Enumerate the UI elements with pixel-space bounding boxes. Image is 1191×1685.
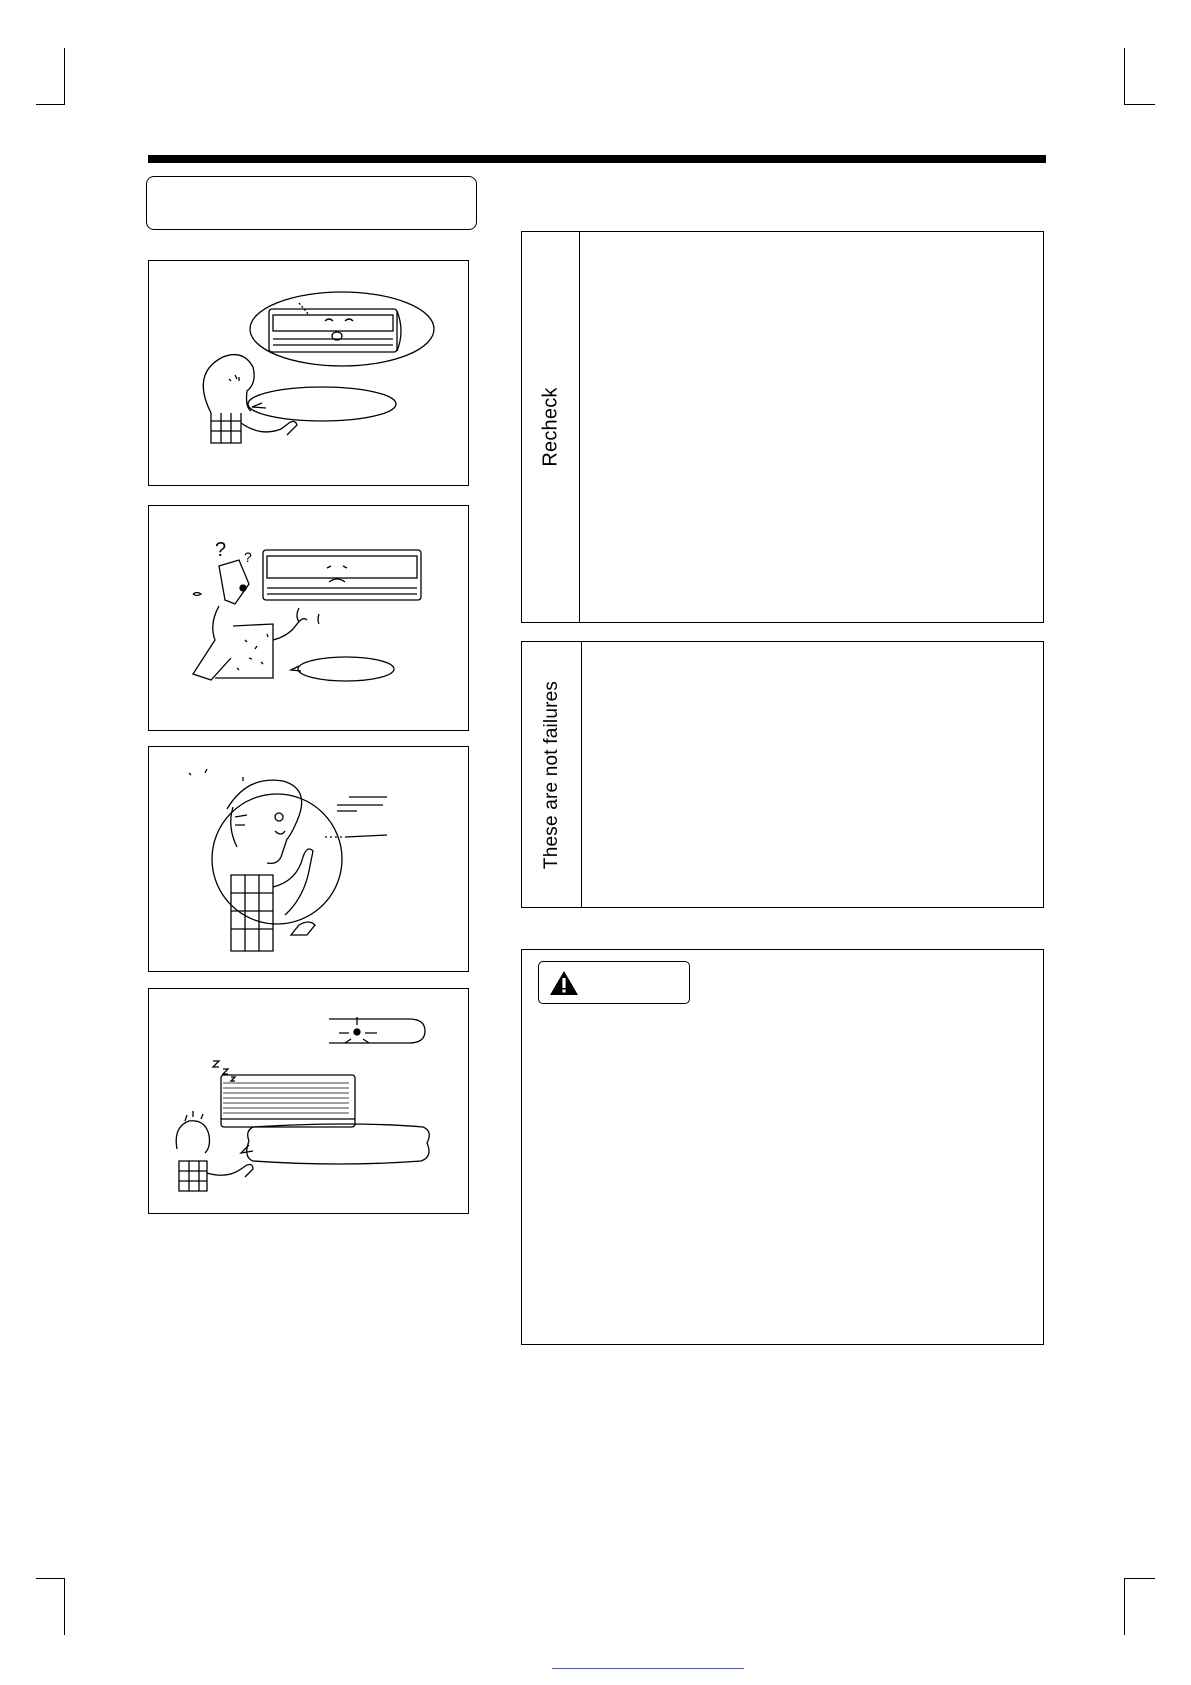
crop-mark-top-left-v xyxy=(64,48,65,105)
recheck-side-tab xyxy=(522,232,580,622)
crop-mark-bottom-right-h xyxy=(1124,1578,1155,1579)
not-failures-panel xyxy=(521,641,1044,908)
crop-mark-top-right-h xyxy=(1124,104,1155,105)
illustration-frame-1 xyxy=(148,260,469,486)
section-title-box xyxy=(146,176,477,230)
svg-text:?: ? xyxy=(215,539,227,561)
not-failures-label: These are not failures xyxy=(540,680,562,869)
recheck-label: Recheck xyxy=(539,387,561,467)
crop-mark-top-right-v xyxy=(1124,48,1125,105)
svg-text:?: ? xyxy=(244,549,252,565)
header-rule xyxy=(148,155,1046,163)
caution-panel xyxy=(521,949,1044,1345)
air-conditioner-speech-bubble-illustration xyxy=(149,261,468,485)
crop-mark-bottom-right-v xyxy=(1124,1578,1125,1635)
crop-mark-bottom-left-h xyxy=(36,1578,65,1579)
confused-person-air-conditioner-illustration xyxy=(149,506,468,730)
warning-triangle-icon xyxy=(549,970,579,996)
person-wind-stream-illustration xyxy=(149,747,468,971)
crop-mark-bottom-left-v xyxy=(64,1578,65,1635)
sleeping-air-conditioner-remote-illustration xyxy=(149,989,468,1213)
caution-header-box xyxy=(538,961,690,1004)
illustration-frame-2 xyxy=(148,505,469,731)
not-failures-side-tab xyxy=(522,642,582,907)
footer-link-underline[interactable] xyxy=(552,1668,744,1670)
recheck-panel xyxy=(521,231,1044,623)
crop-mark-top-left-h xyxy=(36,104,65,105)
illustration-frame-4 xyxy=(148,988,469,1214)
illustration-frame-3 xyxy=(148,746,469,972)
